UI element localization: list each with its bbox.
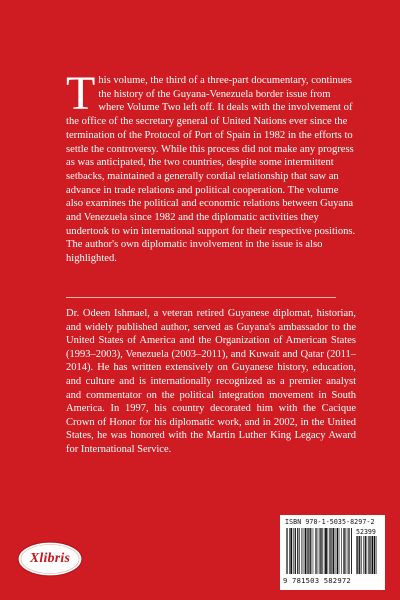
barcode-bar xyxy=(316,528,317,574)
barcode-bar xyxy=(376,536,377,574)
barcode-bar xyxy=(341,528,342,574)
barcode-bar xyxy=(347,528,348,574)
barcode-bar xyxy=(365,536,366,574)
barcode-bar xyxy=(372,536,374,574)
barcode-bar xyxy=(349,528,350,574)
book-description xyxy=(66,67,356,266)
barcode-bar xyxy=(333,528,335,574)
barcode-bar xyxy=(286,528,287,574)
barcode-addon-code: 52399 xyxy=(356,528,376,536)
drop-cap-letter: T xyxy=(66,67,96,120)
author-biography xyxy=(66,307,356,457)
barcode-bar xyxy=(302,528,303,574)
barcode-bar xyxy=(324,528,325,574)
barcode-bar xyxy=(368,536,369,574)
barcode-bar xyxy=(315,528,316,574)
barcode-bar xyxy=(290,528,292,574)
barcode-bars-main xyxy=(286,528,352,574)
barcode-bar xyxy=(339,528,340,574)
barcode-bar xyxy=(289,528,290,574)
barcode-bar xyxy=(363,536,364,574)
barcode-bar xyxy=(287,528,288,574)
barcode-bar xyxy=(299,528,300,574)
barcode-bar xyxy=(374,536,375,574)
barcode-bars-addon xyxy=(356,536,380,574)
barcode-bar xyxy=(328,528,329,574)
barcode-bar xyxy=(367,536,368,574)
barcode-bar xyxy=(310,528,311,574)
barcode-bar xyxy=(336,528,337,574)
barcode-bar xyxy=(329,528,330,574)
isbn-barcode xyxy=(280,515,385,590)
barcode-bar xyxy=(307,528,308,574)
publisher-logo xyxy=(17,540,83,578)
barcode-bar xyxy=(356,536,357,574)
barcode-bar xyxy=(313,528,314,574)
barcode-digits: 9 781503 582972 xyxy=(283,576,351,585)
barcode-bar xyxy=(331,528,332,574)
barcode-bar xyxy=(361,536,362,574)
barcode-bar xyxy=(295,528,296,574)
section-divider xyxy=(66,297,336,298)
publisher-logo-text: Xlibris xyxy=(29,551,71,566)
barcode-bar xyxy=(337,528,338,574)
barcode-bar xyxy=(305,528,307,574)
barcode-bar xyxy=(303,528,304,574)
barcode-bar xyxy=(325,528,327,574)
barcode-bar xyxy=(318,528,319,574)
author-biography-text: Dr. Odeen Ishmael, a veteran retired Guyanese diplomat, historian, and widely published author, served as Guyana's ambassador to the United States of America and the Organization of American States (1993–2003), Venezuela (2003–2011), and Kuwait and Qatar (2011–2014). He has written extensively on Guyanese history, education, and culture and is internationally recognized as a premier analyst and commentator on the political integration movement in South America. In 1997, his country decorated him with the Cacique Crown of Honor for his diplomatic work, and in 2002, in the United States, he was honored with the Martin Luther King Legacy Award for International Service. xyxy=(66,308,356,455)
barcode-bar xyxy=(351,528,352,574)
barcode-bar xyxy=(321,528,322,574)
barcode-bar xyxy=(343,528,344,574)
barcode-bar xyxy=(359,536,360,574)
barcode-bar xyxy=(308,528,309,574)
barcode-bar xyxy=(348,528,349,574)
barcode-bar xyxy=(319,528,320,574)
barcode-bar xyxy=(370,536,371,574)
barcode-bar xyxy=(297,528,298,574)
barcode-bar xyxy=(357,536,358,574)
book-description-text: his volume, the third of a three-part documentary, continues the history of the Guyana-Venezuela border issue from where Volume Two left off. It deals with the involvement of the office of the secretary general of United Nations ever since the termination of the Protocol of Port of Spain in 1982 in the efforts to settle the controversy. While this process did not make any progress as was anticipated, the two countries, despite some intermittent setbacks, maintained a generally cordial relationship that saw an advance in trade relations and political cooperation. The volume also examines the political and economic relations between Guyana and Venezuela since 1982 and the diplomatic activities they undertook to win international support for their respective positions. The author's own diplomatic involvement in the issue is also highlighted. xyxy=(66,75,356,265)
barcode-bar xyxy=(293,528,294,574)
isbn-label: ISBN 978-1-5035-8297-2 xyxy=(285,518,375,526)
barcode-bar xyxy=(344,528,345,574)
